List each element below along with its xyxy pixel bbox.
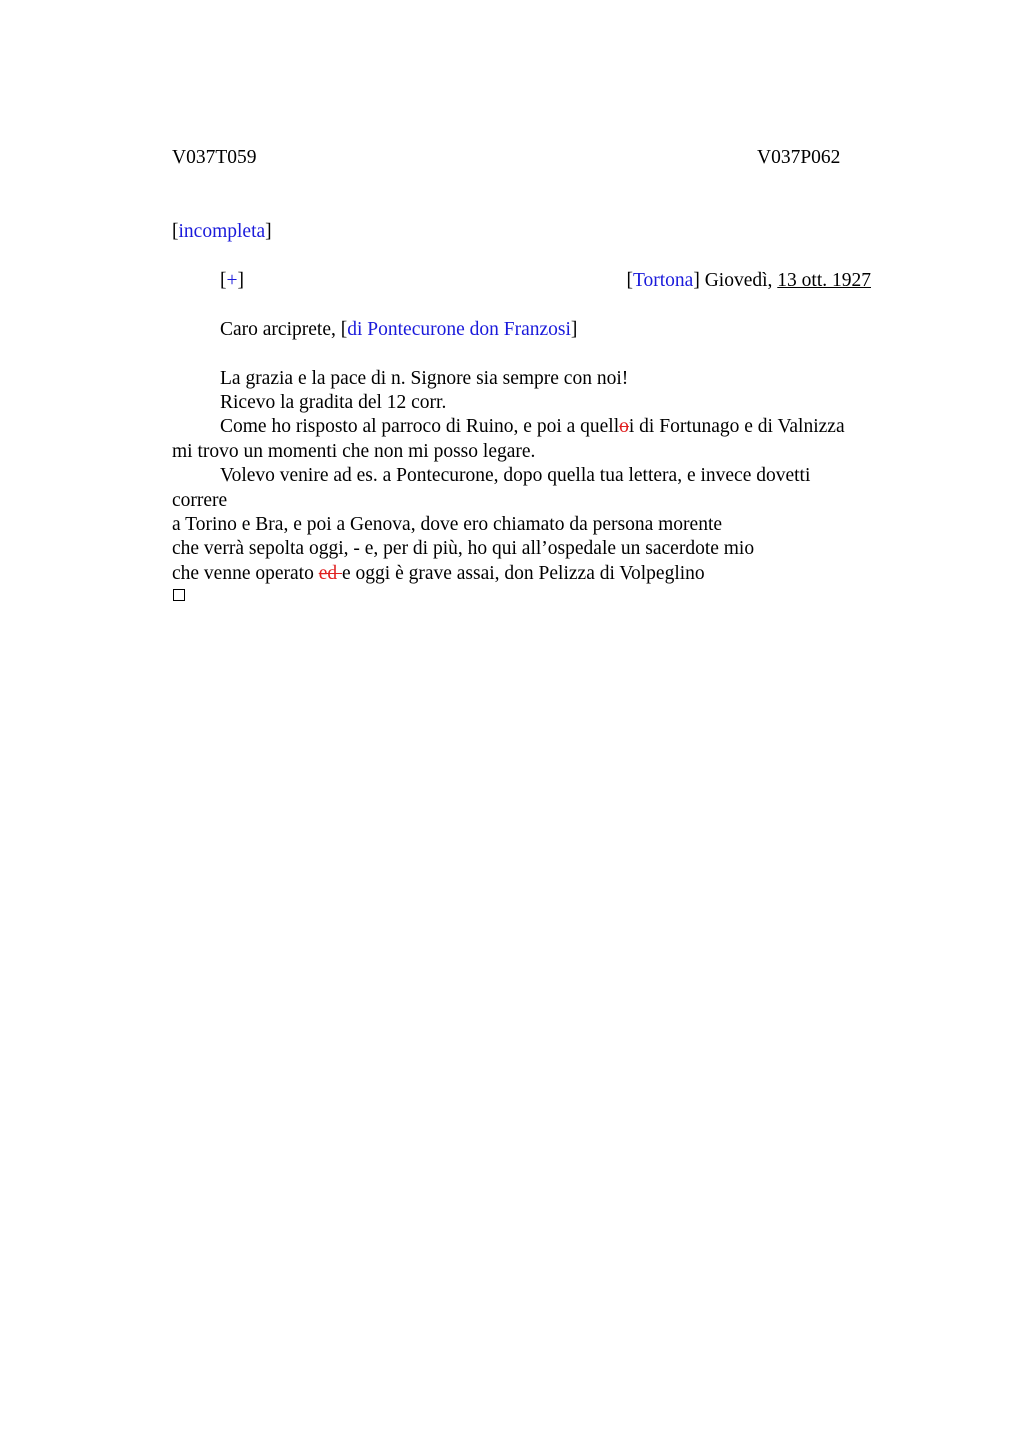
body-line: che venne operato ed e oggi è grave assai, don Pelizza di Volpeglino xyxy=(172,563,705,584)
status-label: incompleta xyxy=(178,221,266,242)
body-line: La grazia e la pace di n. Signore sia sempre con noi! xyxy=(220,368,629,389)
document-code-left: V037T059 xyxy=(172,147,257,168)
dateline-date: 13 ott. 1927 xyxy=(777,270,871,291)
dateline-weekday: Giovedì, xyxy=(699,270,778,291)
body-line: che verrà sepolta oggi, - e, per di più, ho qui all’ospedale un sacerdote mio xyxy=(172,538,755,559)
body-line: correre xyxy=(172,490,228,511)
body-line: a Torino e Bra, e poi a Genova, dove ero chiamato da persona morente xyxy=(172,514,723,535)
status-note: [incompleta] xyxy=(172,221,272,242)
body-line: Come ho risposto al parroco di Ruino, e poi a quelloi di Fortunago e di Valnizza xyxy=(220,416,845,437)
dateline: [Tortona] Giovedì, 13 ott. 1927 xyxy=(626,270,871,291)
marker-label: + xyxy=(226,270,238,291)
deleted-text: o xyxy=(619,416,629,437)
deleted-text: ed xyxy=(318,563,342,584)
document-code-right: V037P062 xyxy=(757,147,841,168)
marker-note: [+] xyxy=(220,270,244,291)
end-marker-box xyxy=(173,589,185,601)
body-line: Ricevo la gradita del 12 corr. xyxy=(220,392,447,413)
body-line: Volevo venire ad es. a Pontecurone, dopo quella tua lettera, e invece dovetti xyxy=(220,465,811,486)
dateline-place: Tortona xyxy=(632,270,694,291)
salutation-annotation: di Pontecurone don Franzosi xyxy=(347,319,571,340)
salutation: Caro arciprete, [di Pontecurone don Franzosi] xyxy=(220,319,578,340)
body-line: mi trovo un momenti che non mi posso legare. xyxy=(172,441,536,462)
